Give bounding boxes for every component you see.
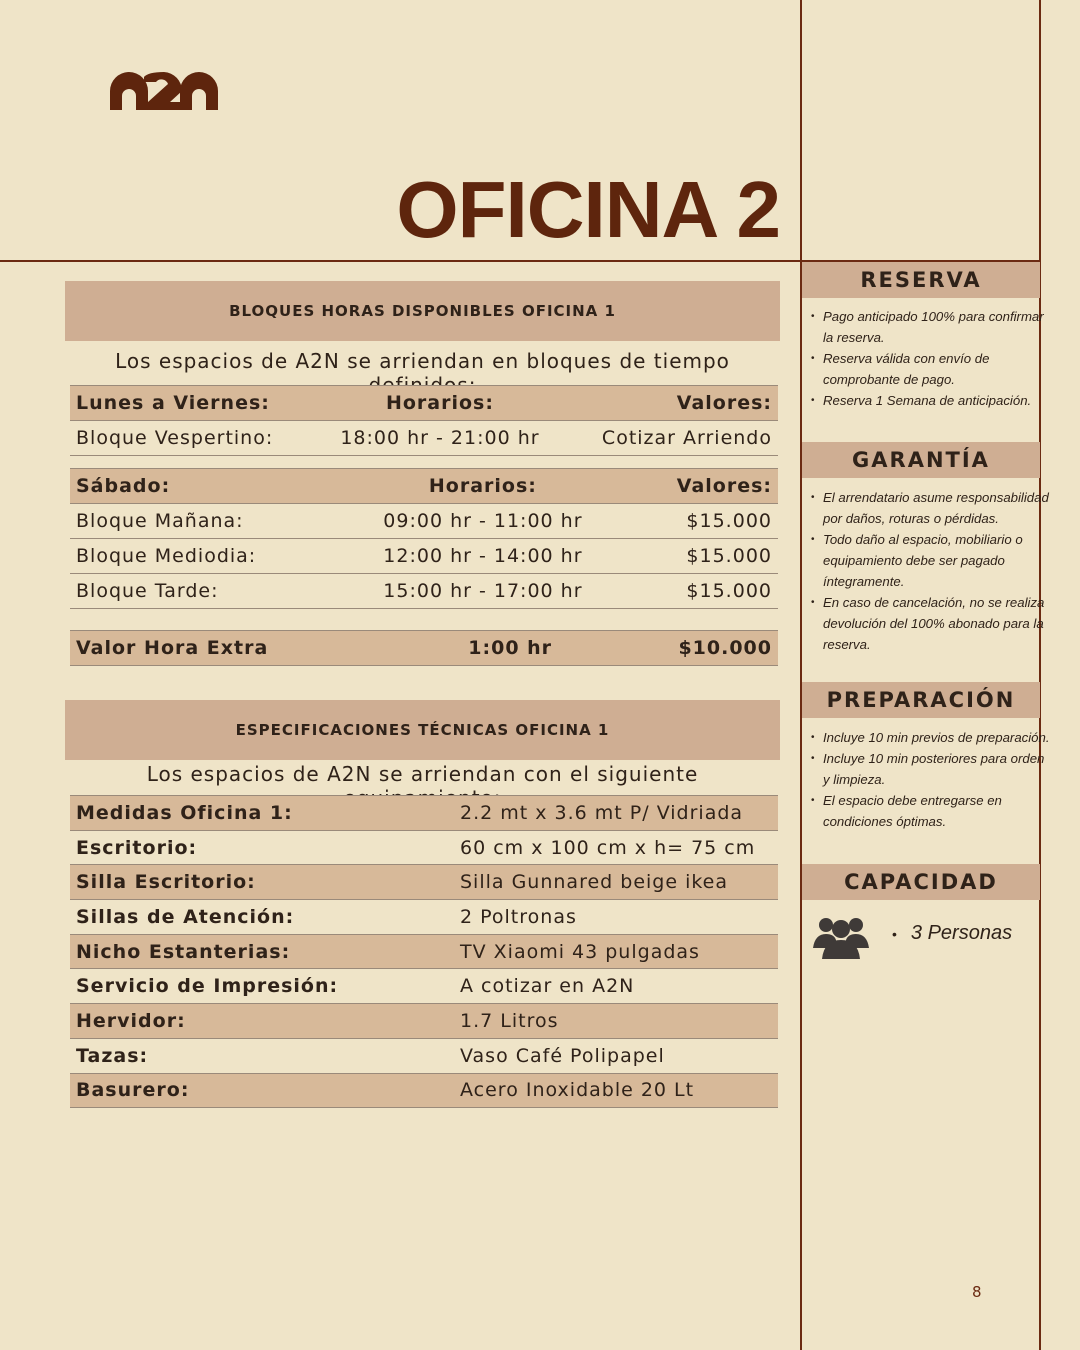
table-row bbox=[70, 574, 778, 609]
extra-label: Valor Hora Extra bbox=[70, 631, 427, 666]
table-row bbox=[70, 504, 778, 539]
list-item: • El espacio debe entregarse en condiciones óptimas. bbox=[823, 790, 1051, 832]
header-cell: Horarios: bbox=[336, 469, 629, 504]
table-row bbox=[70, 934, 778, 969]
spec-value: Acero Inoxidable 20 Lt bbox=[454, 1073, 778, 1108]
block-hours: 12:00 hr - 14:00 hr bbox=[336, 539, 629, 574]
block-name: Bloque Mediodia: bbox=[70, 539, 336, 574]
spec-key: Medidas Oficina 1: bbox=[70, 796, 454, 831]
list-item: • Incluye 10 min previos de preparación. bbox=[823, 727, 1051, 748]
list-item: • Pago anticipado 100% para confirmar la reserva. bbox=[823, 306, 1051, 348]
specs-intro: Los espacios de A2N se arriendan con el siguiente bbox=[146, 762, 699, 786]
extra-hour-table bbox=[70, 630, 778, 666]
spec-value: 2.2 mt x 3.6 mt P/ Vidriada bbox=[454, 796, 778, 831]
divider-vertical-left bbox=[800, 0, 802, 1350]
extra-duration: 1:00 hr bbox=[427, 631, 594, 666]
table-row bbox=[70, 539, 778, 574]
header-cell: Valores: bbox=[564, 386, 778, 421]
specs-heading: ESPECIFICACIONES TÉCNICAS OFICINA 1 bbox=[65, 700, 780, 760]
block-price: $15.000 bbox=[629, 539, 778, 574]
table-row bbox=[70, 1004, 778, 1039]
table-row bbox=[70, 969, 778, 1004]
preparacion-list bbox=[810, 727, 1051, 832]
blocks-intro: Los espacios de A2N se arriendan en bloques de tiempo bbox=[115, 349, 730, 373]
specs-table bbox=[70, 795, 778, 1108]
page-number: 8 bbox=[972, 1283, 982, 1301]
extra-price: $10.000 bbox=[594, 631, 778, 666]
table-row bbox=[70, 421, 778, 456]
spec-value: 1.7 Litros bbox=[454, 1004, 778, 1039]
header-cell: Valores: bbox=[629, 469, 778, 504]
spec-key: Basurero: bbox=[70, 1073, 454, 1108]
spec-value: TV Xiaomi 43 pulgadas bbox=[454, 934, 778, 969]
header-cell: Horarios: bbox=[316, 386, 564, 421]
table-header-row bbox=[70, 386, 778, 421]
header-cell: Sábado: bbox=[70, 469, 336, 504]
spec-value: 60 cm x 100 cm x h= 75 cm bbox=[454, 830, 778, 865]
extra-hour-row bbox=[70, 631, 778, 666]
spec-key: Sillas de Atención: bbox=[70, 900, 454, 935]
header-cell: Lunes a Viernes: bbox=[70, 386, 316, 421]
block-price: $15.000 bbox=[629, 574, 778, 609]
spec-key: Servicio de Impresión: bbox=[70, 969, 454, 1004]
garantia-list bbox=[810, 487, 1051, 655]
spec-key: Hervidor: bbox=[70, 1004, 454, 1039]
group-people-icon bbox=[812, 912, 870, 960]
preparacion-heading: PREPARACIÓN bbox=[802, 682, 1040, 718]
spec-key: Escritorio: bbox=[70, 830, 454, 865]
reserva-heading: RESERVA bbox=[802, 262, 1040, 298]
spec-key: Tazas: bbox=[70, 1038, 454, 1073]
list-item: • Reserva válida con envío de comprobante de pago. bbox=[823, 348, 1051, 390]
table-row bbox=[70, 1038, 778, 1073]
capacidad-heading: CAPACIDAD bbox=[802, 864, 1040, 900]
list-item: • El arrendatario asume responsabilidad por daños, roturas o pérdidas. bbox=[823, 487, 1051, 529]
capacidad-value bbox=[892, 922, 1012, 945]
saturday-table bbox=[70, 468, 778, 609]
blocks-heading: BLOQUES HORAS DISPONIBLES OFICINA 1 bbox=[65, 281, 780, 341]
spec-key: Silla Escritorio: bbox=[70, 865, 454, 900]
table-row bbox=[70, 865, 778, 900]
spec-value: Vaso Café Polipapel bbox=[454, 1038, 778, 1073]
table-header-row bbox=[70, 469, 778, 504]
a2n-logo bbox=[110, 72, 218, 110]
spec-value: Silla Gunnared beige ikea bbox=[454, 865, 778, 900]
table-row bbox=[70, 1073, 778, 1108]
page-title: OFICINA 2 bbox=[396, 165, 780, 254]
block-name: Bloque Mañana: bbox=[70, 504, 336, 539]
list-item: • En caso de cancelación, no se realiza devolución del 100% abonado para la reserva. bbox=[823, 592, 1051, 655]
reserva-list bbox=[810, 306, 1051, 411]
list-item: • Incluye 10 min posteriores para orden y limpieza. bbox=[823, 748, 1051, 790]
block-name: Bloque Vespertino: bbox=[70, 421, 316, 456]
block-hours: 09:00 hr - 11:00 hr bbox=[336, 504, 629, 539]
garantia-heading: GARANTÍA bbox=[802, 442, 1040, 478]
spec-value: A cotizar en A2N bbox=[454, 969, 778, 1004]
block-price: Cotizar Arriendo bbox=[564, 421, 778, 456]
block-price: $15.000 bbox=[629, 504, 778, 539]
spec-key: Nicho Estanterias: bbox=[70, 934, 454, 969]
bullet: • bbox=[892, 926, 897, 942]
block-name: Bloque Tarde: bbox=[70, 574, 336, 609]
block-hours: 18:00 hr - 21:00 hr bbox=[316, 421, 564, 456]
table-row bbox=[70, 900, 778, 935]
table-row bbox=[70, 796, 778, 831]
list-item: • Reserva 1 Semana de anticipación. bbox=[823, 390, 1051, 411]
divider-vertical-right bbox=[1039, 0, 1041, 1350]
block-hours: 15:00 hr - 17:00 hr bbox=[336, 574, 629, 609]
weekday-table bbox=[70, 385, 778, 456]
table-row bbox=[70, 830, 778, 865]
capacity-text: 3 Personas bbox=[910, 922, 1013, 944]
list-item: • Todo daño al espacio, mobiliario o equipamiento debe ser pagado íntegramente. bbox=[823, 529, 1051, 592]
spec-value: 2 Poltronas bbox=[454, 900, 778, 935]
